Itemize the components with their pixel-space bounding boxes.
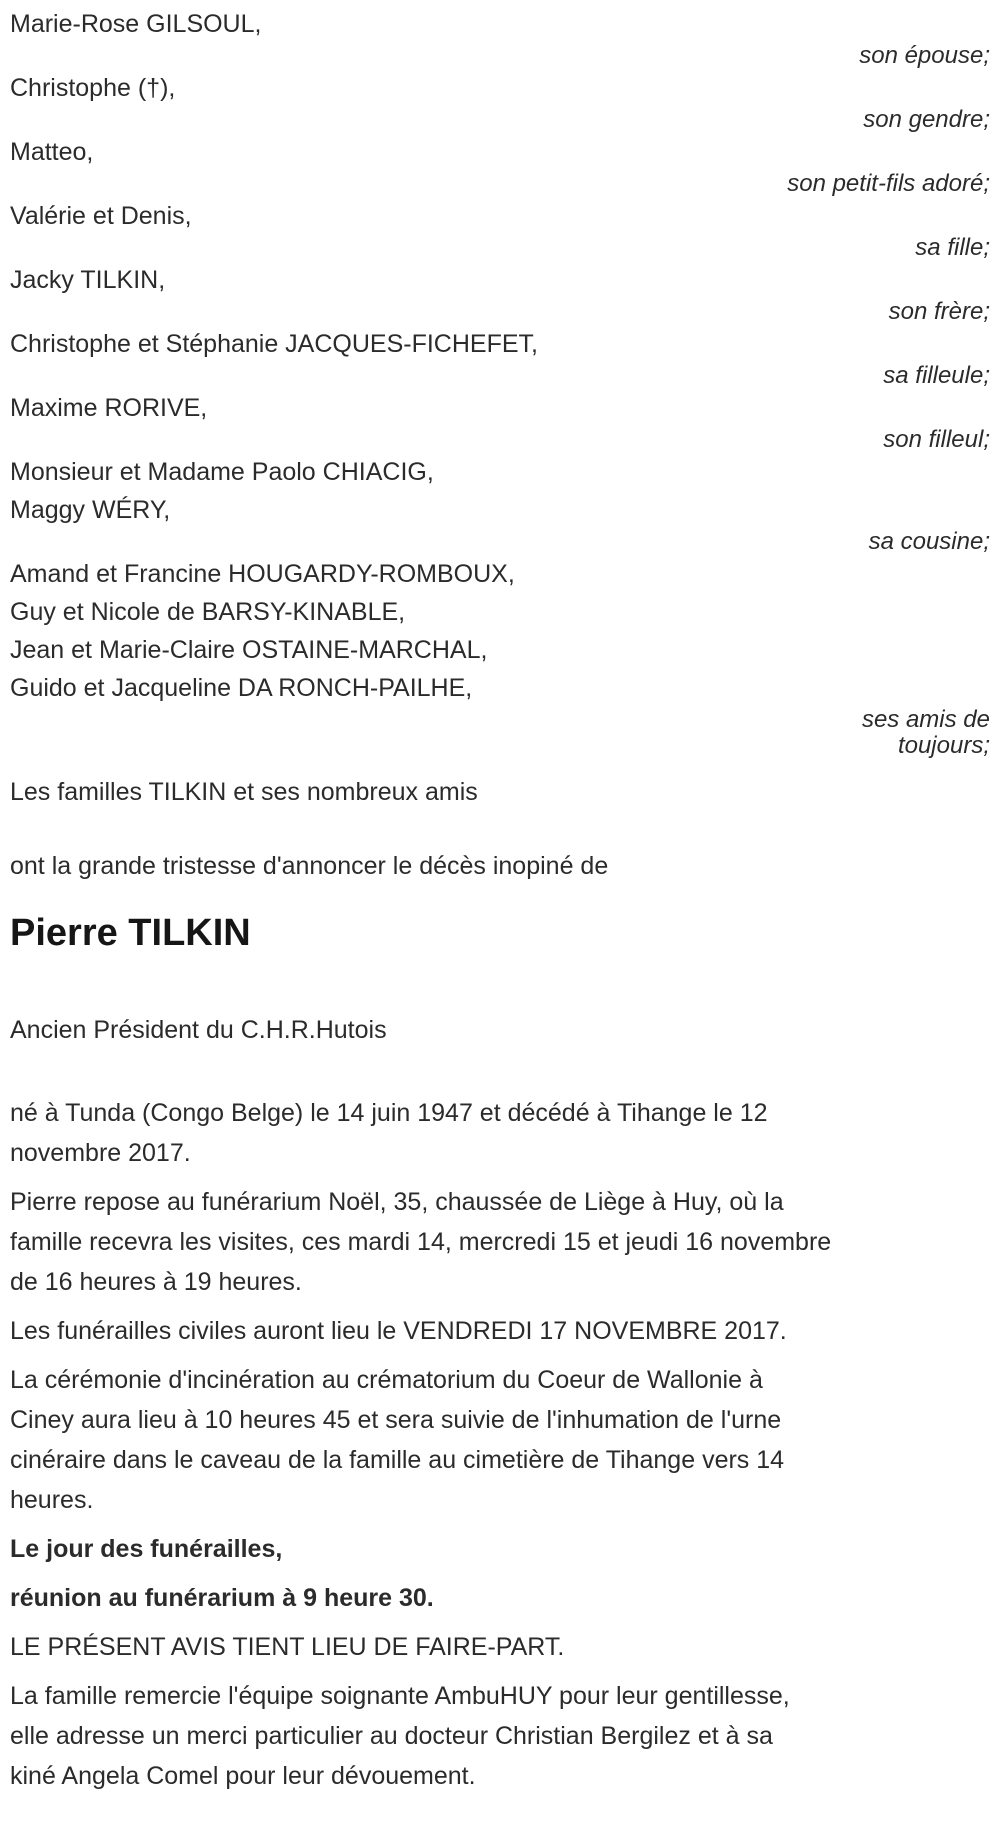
mourner-name: Matteo, [10, 138, 94, 166]
mourner-name: Marie-Rose GILSOUL, [10, 10, 262, 38]
mourner-name: Christophe (†), [10, 74, 176, 102]
paragraph-line: Ciney aura lieu à 10 heures 45 et sera suivie de l'inhumation de l'urne [10, 1406, 782, 1434]
mourner-entry [10, 453, 990, 555]
relation-label: sa cousine; [868, 528, 990, 555]
relation-label: sa fille; [915, 234, 990, 261]
relation-label: toujours; [897, 732, 990, 759]
relation-label: ses amis de [861, 706, 990, 733]
relation-label: sa filleule; [883, 362, 990, 389]
intro-line: ont la grande tristesse d'annoncer le décès inopiné de [10, 852, 609, 880]
paragraph-line: novembre 2017. [10, 1139, 191, 1167]
funeral-day-note [10, 1529, 990, 1569]
relation-label: son petit-fils adoré; [787, 170, 990, 197]
mourner-name: Guido et Jacqueline DA RONCH-PAILHE, [10, 674, 473, 702]
mourner-name: Jacky TILKIN, [10, 266, 166, 294]
paragraph-line: de 16 heures à 19 heures. [10, 1268, 302, 1296]
ceremony-info [10, 1360, 990, 1520]
paragraph-line: Les funérailles civiles auront lieu le VENDREDI 17 NOVEMBRE 2017. [10, 1317, 787, 1345]
deceased-title: Ancien Président du C.H.R.Hutois [10, 1016, 387, 1044]
obituary-notice [10, 5, 990, 1796]
mourner-name: Amand et Francine HOUGARDY-ROMBOUX, [10, 560, 515, 588]
mourner-entry [10, 133, 990, 197]
mourner-entry [10, 389, 990, 453]
relation-label: son frère; [888, 298, 990, 325]
mourner-name: Guy et Nicole de BARSY-KINABLE, [10, 598, 406, 626]
visitation-info [10, 1182, 990, 1302]
paragraph-line: heures. [10, 1486, 94, 1514]
relation-label: son filleul; [883, 426, 990, 453]
mourner-name: Maxime RORIVE, [10, 394, 208, 422]
mourner-entry [10, 261, 990, 325]
funeral-details [10, 1093, 990, 1796]
mourner-name: Jean et Marie-Claire OSTAINE-MARCHAL, [10, 636, 488, 664]
mourners-list [10, 5, 990, 759]
deceased-name: Pierre TILKIN [10, 912, 251, 954]
mourner-entry [10, 197, 990, 261]
paragraph-line: La famille remercie l'équipe soignante AmbuHUY pour leur gentillesse, [10, 1682, 790, 1710]
mourner-name: Monsieur et Madame Paolo CHIACIG, [10, 458, 434, 486]
paragraph-line: Pierre repose au funérarium Noël, 35, chaussée de Liège à Huy, où la [10, 1188, 784, 1216]
mourner-entry [10, 69, 990, 133]
paragraph-line: kiné Angela Comel pour leur dévouement. [10, 1762, 476, 1790]
paragraph-line: réunion au funérarium à 9 heure 30. [10, 1584, 434, 1612]
paragraph-line: La cérémonie d'incinération au crématorium du Coeur de Wallonie à [10, 1366, 763, 1394]
paragraph-line: cinéraire dans le caveau de la famille au cimetière de Tihange vers 14 [10, 1446, 785, 1474]
mourner-entry [10, 325, 990, 389]
paragraph-line: Le jour des funérailles, [10, 1535, 283, 1563]
families-line: Les familles TILKIN et ses nombreux amis [10, 778, 478, 806]
relation-label: son épouse; [859, 42, 990, 69]
relation-label: son gendre; [863, 106, 990, 133]
paragraph-line: LE PRÉSENT AVIS TIENT LIEU DE FAIRE-PART. [10, 1633, 565, 1661]
formal-notice [10, 1627, 990, 1667]
funeral-date [10, 1311, 990, 1351]
paragraph-line: né à Tunda (Congo Belge) le 14 juin 1947 et décédé à Tihange le 12 [10, 1099, 768, 1127]
meeting-time-note [10, 1578, 990, 1618]
mourner-name: Christophe et Stéphanie JACQUES-FICHEFET, [10, 330, 538, 358]
mourner-name: Maggy WÉRY, [10, 496, 171, 524]
mourner-entry [10, 555, 990, 759]
birth-death-line [10, 1093, 990, 1173]
paragraph-line: elle adresse un merci particulier au docteur Christian Bergilez et à sa [10, 1722, 773, 1750]
paragraph-line: famille recevra les visites, ces mardi 14, mercredi 15 et jeudi 16 novembre [10, 1228, 832, 1256]
mourner-entry [10, 5, 990, 69]
family-thanks [10, 1676, 990, 1796]
mourner-name: Valérie et Denis, [10, 202, 192, 230]
